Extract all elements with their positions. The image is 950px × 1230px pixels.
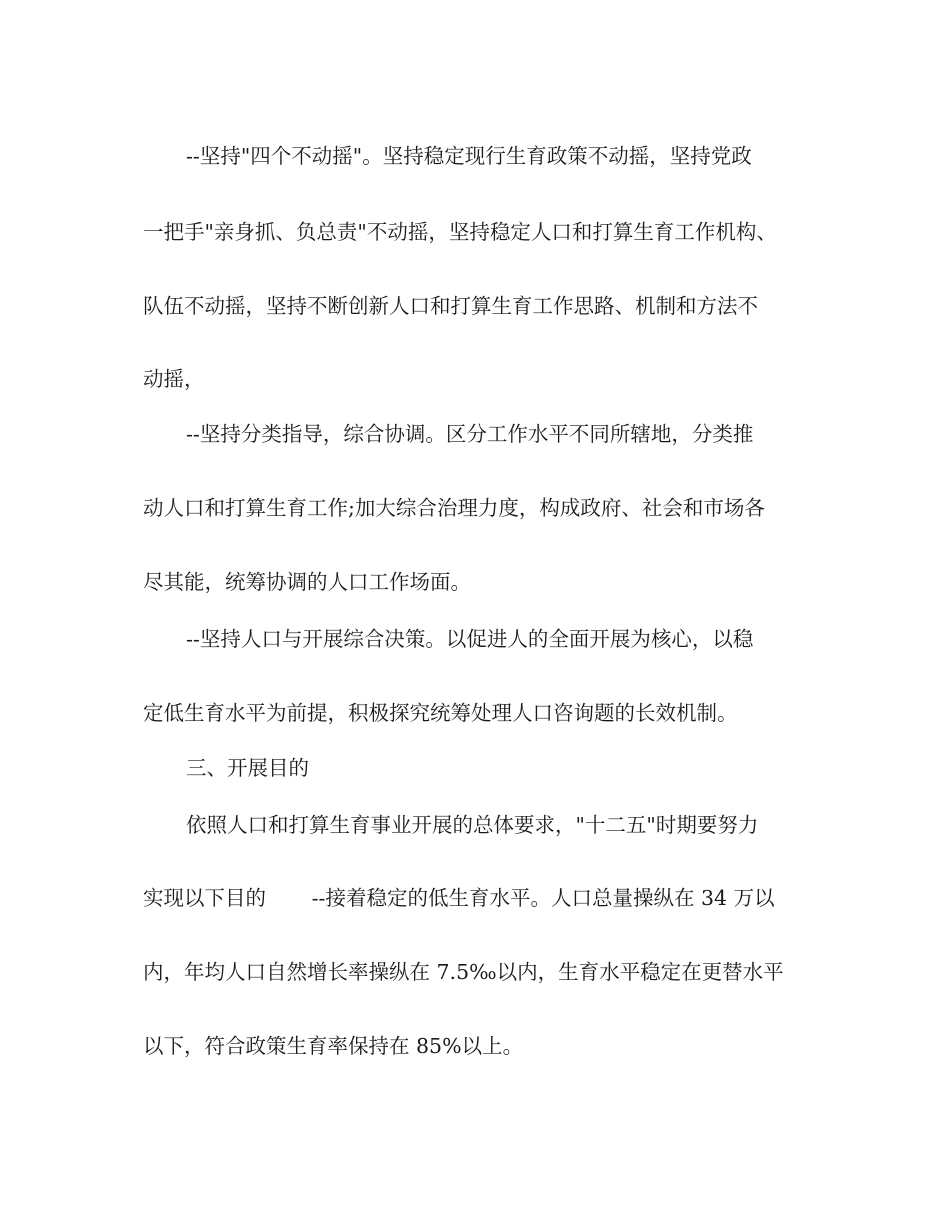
line-14: 以下，符合政策生育率保持在 85%以上。 (143, 1034, 524, 1058)
line-08: --坚持人口与开展综合决策。以促进人的全面开展为核心，以稳 (186, 627, 754, 651)
line-03: 队伍不动摇，坚持不断创新人口和打算生育工作思路、机制和方法不 (143, 294, 758, 318)
line-01: --坚持"四个不动摇"。坚持稳定现行生育政策不动摇，坚持党政 (186, 144, 752, 168)
line-07: 尽其能，统筹协调的人口工作场面。 (143, 570, 471, 594)
line-02: 一把手"亲身抓、负总责"不动摇，坚持稳定人口和打算生育工作机构、 (143, 220, 777, 244)
line-11: 依照人口和打算生育事业开展的总体要求，"十二五"时期要努力 (186, 813, 759, 837)
line-05: --坚持分类指导，综合协调。区分工作水平不同所辖地，分类推 (186, 422, 754, 446)
line-13: 内，年均人口自然增长率操纵在 7.5‰以内，生育水平稳定在更替水平 (143, 960, 784, 984)
line-12: 实现以下目的 --接着稳定的低生育水平。人口总量操纵在 34 万以 (143, 886, 775, 910)
line-06: 动人口和打算生育工作;加大综合治理力度，构成政府、社会和市场各 (143, 496, 765, 520)
section-heading: 三、开展目的 (186, 756, 309, 780)
line-09: 定低生育水平为前提，积极探究统筹处理人口咨询题的长效机制。 (143, 701, 738, 725)
line-04: 动摇， (143, 367, 205, 391)
